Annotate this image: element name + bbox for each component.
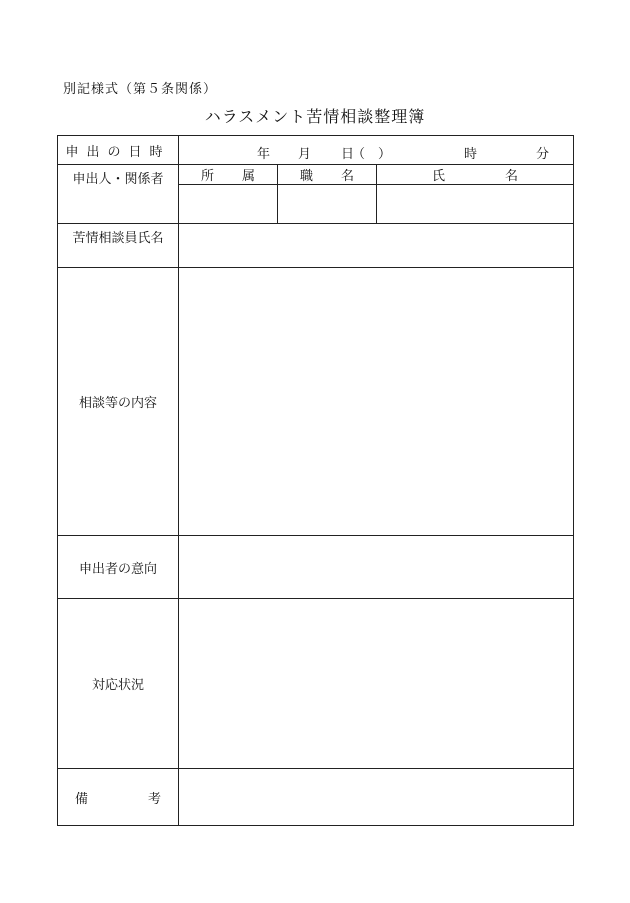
applicant-label-cell <box>58 165 179 224</box>
post-header-char-1: 職 <box>300 169 314 184</box>
post-header-char-2: 名 <box>340 169 354 184</box>
affiliation-header-cell <box>179 165 278 185</box>
name-header-char-1: 氏 <box>432 169 446 184</box>
response-label-cell <box>58 599 179 769</box>
applicant-label: 申出人・関係者 <box>72 172 164 187</box>
date-value-cell[interactable] <box>179 136 574 165</box>
month-unit: 月 <box>298 147 312 162</box>
weekday-close-paren: ） <box>378 147 392 162</box>
affiliation-header-char-1: 所 <box>201 169 215 184</box>
name-header-cell <box>377 165 574 185</box>
hour-unit: 時 <box>464 147 478 162</box>
consultation-label: 相談等の内容 <box>78 396 157 411</box>
date-row <box>58 136 574 165</box>
intention-label-cell <box>58 536 179 599</box>
applicant-header-row <box>58 165 574 185</box>
weekday-open-paren: （ <box>352 147 366 162</box>
name-header-char-2: 名 <box>505 169 519 184</box>
counselor-label: 苦情相談員氏名 <box>72 231 164 246</box>
form-reference: 別記様式（第５条関係） <box>63 82 218 97</box>
post-header-cell <box>278 165 377 185</box>
remarks-entry-cell[interactable] <box>179 769 574 826</box>
name-entry-cell[interactable] <box>377 185 574 224</box>
intention-row <box>58 536 574 599</box>
response-label: 対応状況 <box>91 678 144 693</box>
day-unit: 日 <box>341 147 355 162</box>
post-entry-cell[interactable] <box>278 185 377 224</box>
harassment-complaint-register-table <box>57 135 574 826</box>
document-title: ハラスメント苦情相談整理簿 <box>204 107 426 126</box>
date-label-cell <box>58 136 179 165</box>
date-label: 申出の日時 <box>65 144 171 160</box>
counselor-label-cell <box>58 224 179 268</box>
remarks-label-cell <box>58 769 179 826</box>
intention-entry-cell[interactable] <box>179 536 574 599</box>
affiliation-header-char-2: 属 <box>241 169 255 184</box>
remarks-row <box>58 769 574 826</box>
consultation-label-cell <box>58 268 179 536</box>
consultation-entry-cell[interactable] <box>179 268 574 536</box>
remarks-label-char-1: 備 <box>75 791 89 807</box>
counselor-row <box>58 224 574 268</box>
remarks-label-char-2: 考 <box>147 791 161 807</box>
affiliation-entry-cell[interactable] <box>179 185 278 224</box>
response-entry-cell[interactable] <box>179 599 574 769</box>
counselor-entry-cell[interactable] <box>179 224 574 268</box>
consultation-row <box>58 268 574 536</box>
minute-unit: 分 <box>536 147 550 162</box>
response-row <box>58 599 574 769</box>
intention-label: 申出者の意向 <box>78 561 157 577</box>
year-unit: 年 <box>257 147 271 162</box>
